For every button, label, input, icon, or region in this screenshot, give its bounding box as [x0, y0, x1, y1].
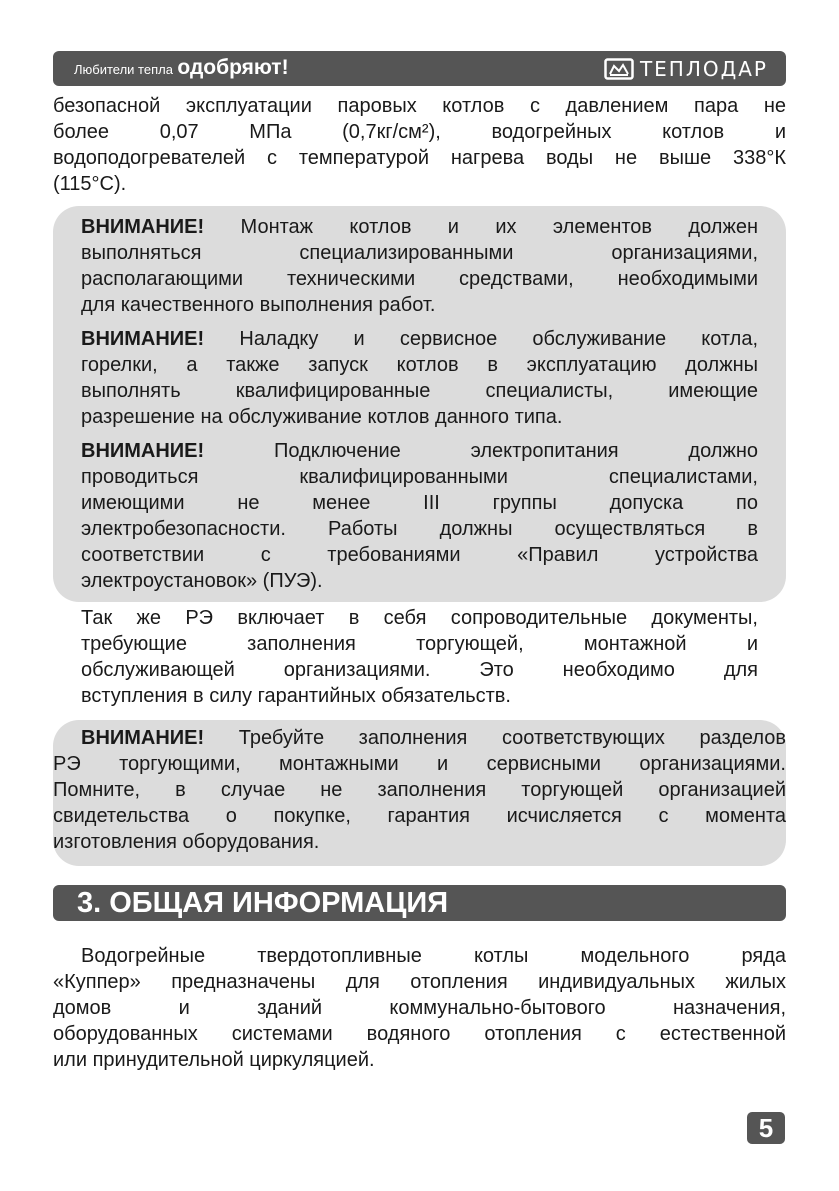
tagline	[74, 56, 289, 80]
brand	[604, 57, 768, 81]
docs-line: вступления в силу гарантийных обязательств.	[81, 685, 511, 707]
warning-1	[81, 214, 758, 318]
intro-paragraph	[53, 93, 786, 197]
warning-text: Подключение электропитания должно	[204, 440, 758, 462]
warning-label: ВНИМАНИЕ!	[81, 328, 205, 350]
docs-line: Так же РЭ включает в себя сопроводительные документы,	[81, 607, 758, 629]
tagline-small: Любители тепла	[74, 62, 173, 77]
warranty-line: Помните, в случае не заполнения торгующей организацией	[53, 779, 786, 801]
warning-text: электробезопасности. Работы должны осуществляться в	[81, 518, 758, 540]
docs-line: обслуживающей организациями. Это необходимо для	[81, 659, 758, 681]
warning-text: разрешение на обслуживание котлов данного типа.	[81, 406, 563, 428]
warning-text: Наладку и сервисное обслуживание котла,	[204, 328, 758, 350]
warning-text: горелки, а также запуск котлов в эксплуатацию должны	[81, 354, 758, 376]
warranty-warning-box	[53, 720, 786, 866]
info-line: домов и зданий коммунально-бытового назначения,	[53, 997, 786, 1019]
info-line: или принудительной циркуляцией.	[53, 1049, 375, 1071]
warning-text: располагающими техническими средствами, необходимыми	[81, 268, 758, 290]
intro-line: более 0,07 МПа (0,7кг/см²), водогрейных котлов и	[53, 121, 786, 143]
warning-text: Требуйте заполнения соответствующих разделов	[204, 727, 786, 749]
warranty-line: изготовления оборудования.	[53, 831, 320, 853]
warning-text: выполняться специализированными организациями,	[81, 242, 758, 264]
info-line: «Куппер» предназначены для отопления индивидуальных жилых	[53, 971, 786, 993]
warning-2	[81, 326, 758, 430]
warning-text: соответствии с требованиями «Правил устройства	[81, 544, 758, 566]
intro-line: водоподогревателей с температурой нагрева воды не выше 338°К	[53, 147, 786, 169]
section-title: 3. ОБЩАЯ ИНФОРМАЦИЯ	[77, 887, 449, 919]
page-number: 5	[747, 1112, 785, 1144]
tagline-bold: одобряют!	[177, 56, 289, 79]
warranty-line: свидетельства о покупке, гарантия исчисляется с момента	[53, 805, 786, 827]
warning-3	[81, 438, 758, 594]
warning-text: выполнять квалифицированные специалисты, имеющие	[81, 380, 758, 402]
section-heading	[53, 885, 786, 921]
docs-paragraph	[81, 605, 758, 709]
warranty-line	[53, 725, 786, 751]
warning-text: электроустановок» (ПУЭ).	[81, 570, 323, 592]
warning-label: ВНИМАНИЕ!	[81, 440, 205, 462]
intro-line: (115°С).	[53, 173, 127, 195]
brand-logo-icon	[604, 58, 634, 80]
warning-text: Монтаж котлов и их элементов должен	[204, 216, 758, 238]
page-header	[53, 51, 786, 86]
warning-label: ВНИМАНИЕ!	[81, 727, 205, 749]
warnings-box	[53, 206, 786, 602]
warning-text: имеющими не менее III группы допуска по	[81, 492, 758, 514]
warranty-line: РЭ торгующими, монтажными и сервисными организациями.	[53, 753, 786, 775]
warning-text: проводиться квалифицированными специалистами,	[81, 466, 758, 488]
brand-name: ТЕПЛОДАР	[639, 57, 768, 81]
intro-line: безопасной эксплуатации паровых котлов с давлением пара не	[53, 95, 786, 117]
docs-line: требующие заполнения торгующей, монтажной и	[81, 633, 758, 655]
info-line: Водогрейные твердотопливные котлы модельного ряда	[81, 945, 786, 967]
warning-text: для качественного выполнения работ.	[81, 294, 436, 316]
info-line: оборудованных системами водяного отопления с естественной	[53, 1023, 786, 1045]
warning-label: ВНИМАНИЕ!	[81, 216, 205, 238]
general-info-paragraph	[53, 943, 786, 1073]
